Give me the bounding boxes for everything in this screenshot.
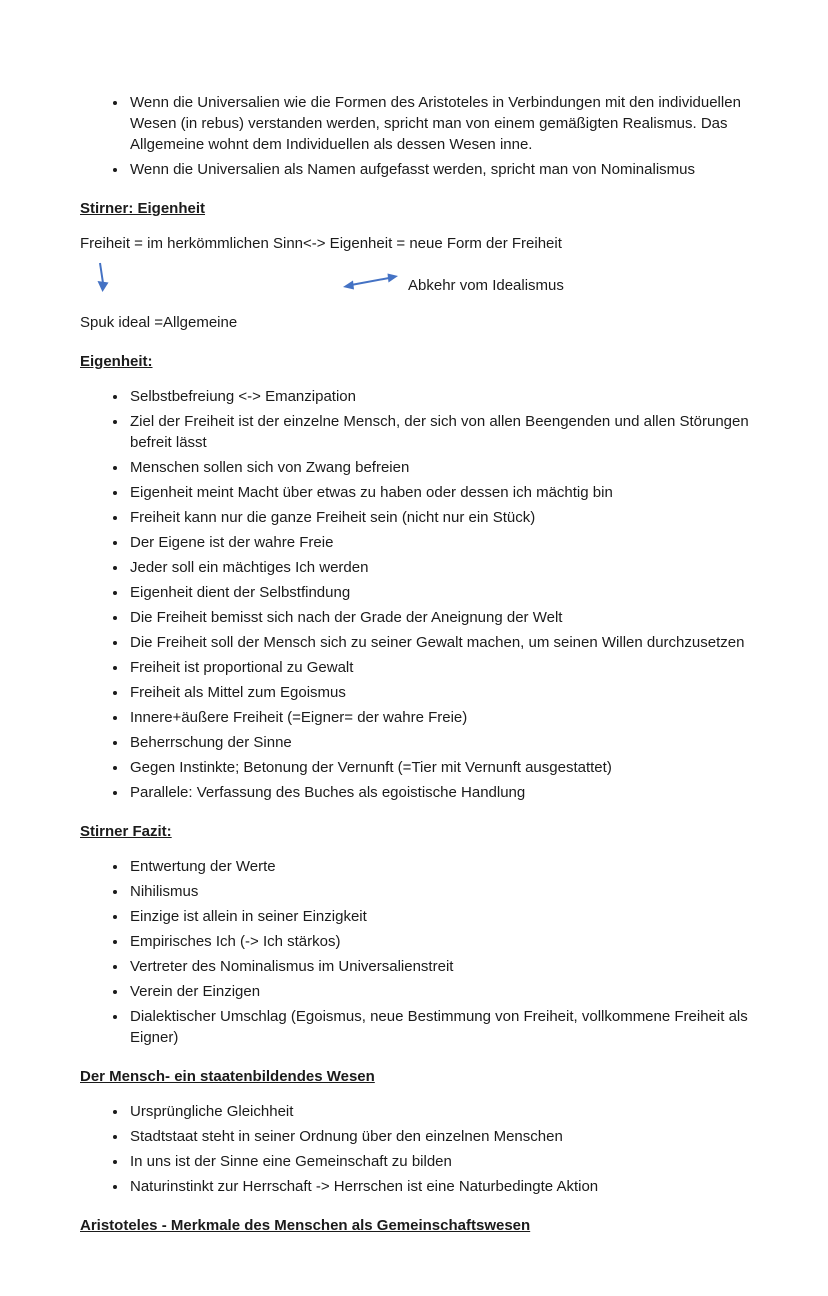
bullet-item: • Entwertung der Werte [128,856,758,877]
bullet-item: • Eigenheit dient der Selbstfindung [128,582,758,603]
section-heading-stirner-fazit: Stirner Fazit: [80,823,172,840]
bullet-item: • Der Eigene ist der wahre Freie [128,532,758,553]
bullet-item: • Empirisches Ich (-> Ich stärkos) [128,931,758,952]
double-arrow-icon [342,270,400,300]
bullet-item: • Verein der Einzigen [128,981,758,1002]
bullet-item: • Einzige ist allein in seiner Einzigkeit [128,906,758,927]
section-heading-stirner-eigenheit: Stirner: Eigenheit [80,200,206,217]
abkehr-annotation [342,270,564,300]
freiheit-eigenheit-line: Freiheit = im herkömmlichen Sinn<-> Eigenheit = neue Form der Freiheit [80,235,562,252]
fazit-bullet-list [80,856,758,1048]
bullet-item: • Naturinstinkt zur Herrschaft -> Herrschen ist eine Naturbedingte Aktion [128,1176,758,1197]
mensch-bullet-list [80,1101,758,1197]
intro-bullet-list [80,92,758,180]
down-arrow-icon [94,262,114,300]
bullet-item: • In uns ist der Sinne eine Gemeinschaft zu bilden [128,1151,758,1172]
annotation-row [80,260,758,312]
eigenheit-bullet-list [80,386,758,803]
bullet-item: • Innere+äußere Freiheit (=Eigner= der wahre Freie) [128,707,758,728]
bullet-item: • Beherrschung der Sinne [128,732,758,753]
bullet-item: • Freiheit kann nur die ganze Freiheit sein (nicht nur ein Stück) [128,507,758,528]
bullet-item: • Die Freiheit soll der Mensch sich zu seiner Gewalt machen, um seinen Willen durchzusetzen [128,632,758,653]
spuk-line: Spuk ideal =Allgemeine [80,314,238,331]
bullet-item: • Wenn die Universalien wie die Formen des Aristoteles in Verbindungen mit den individuellen Wesen (in rebus) verstanden werden, spricht man von einem gemäßigten Realismus. Das Allgemeine wohnt dem Individuellen als dessen Wesen inne. [128,92,758,155]
bullet-item: • Ziel der Freiheit ist der einzelne Mensch, der sich von allen Beengenden und allen Störungen befreit lässt [128,411,758,453]
bullet-item: • Eigenheit meint Macht über etwas zu haben oder dessen ich mächtig bin [128,482,758,503]
bullet-item: • Ursprüngliche Gleichheit [128,1101,758,1122]
bullet-item: • Jeder soll ein mächtiges Ich werden [128,557,758,578]
bullet-item: • Stadtstaat steht in seiner Ordnung über den einzelnen Menschen [128,1126,758,1147]
bullet-item: • Freiheit ist proportional zu Gewalt [128,657,758,678]
bullet-item: • Parallele: Verfassung des Buches als egoistische Handlung [128,782,758,803]
bullet-item: • Selbstbefreiung <-> Emanzipation [128,386,758,407]
section-heading-aristoteles: Aristoteles - Merkmale des Menschen als Gemeinschaftswesen [80,1217,531,1234]
bullet-item: • Freiheit als Mittel zum Egoismus [128,682,758,703]
bullet-item: • Gegen Instinkte; Betonung der Vernunft (=Tier mit Vernunft ausgestattet) [128,757,758,778]
section-heading-eigenheit: Eigenheit: [80,353,153,370]
bullet-item: • Nihilismus [128,881,758,902]
abkehr-label: Abkehr vom Idealismus [408,276,564,294]
bullet-item: • Menschen sollen sich von Zwang befreien [128,457,758,478]
section-heading-mensch: Der Mensch- ein staatenbildendes Wesen [80,1068,375,1085]
bullet-item: • Wenn die Universalien als Namen aufgefasst werden, spricht man von Nominalismus [128,159,758,180]
bullet-item: • Vertreter des Nominalismus im Universalienstreit [128,956,758,977]
bullet-item: • Die Freiheit bemisst sich nach der Grade der Aneignung der Welt [128,607,758,628]
bullet-item: • Dialektischer Umschlag (Egoismus, neue Bestimmung von Freiheit, vollkommene Freiheit als Eigner) [128,1006,758,1048]
